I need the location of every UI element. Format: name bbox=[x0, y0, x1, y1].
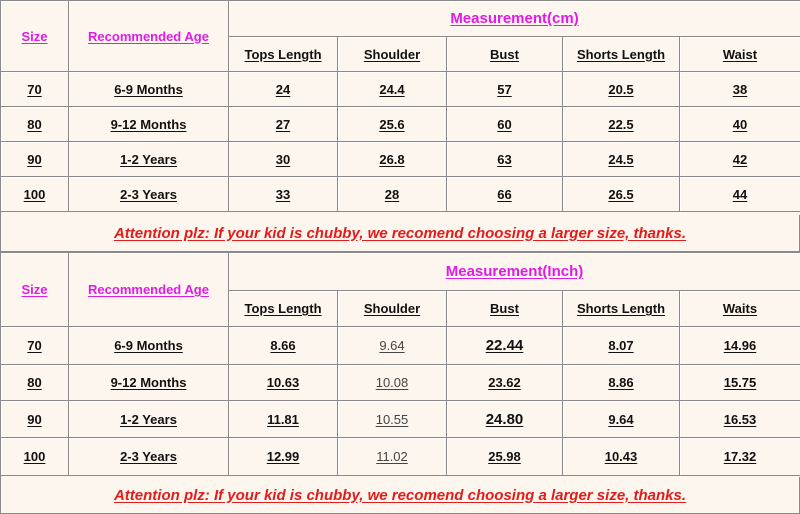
column-header: Shoulder bbox=[338, 291, 447, 327]
value-cell: 8.86 bbox=[563, 365, 680, 401]
size-cell: 80 bbox=[1, 365, 69, 401]
value-cell: 10.43 bbox=[563, 438, 680, 476]
value-cell: 33 bbox=[229, 177, 338, 212]
size-cell: 90 bbox=[1, 401, 69, 438]
value-cell: 25.98 bbox=[447, 438, 563, 476]
value-cell: 26.8 bbox=[338, 142, 447, 177]
column-header: Bust bbox=[447, 37, 563, 72]
value-cell: 24.80 bbox=[447, 401, 563, 438]
value-cell: 12.99 bbox=[229, 438, 338, 476]
column-header: Shorts Length bbox=[563, 37, 680, 72]
value-cell: 24.5 bbox=[563, 142, 680, 177]
value-cell: 8.66 bbox=[229, 327, 338, 365]
value-cell: 27 bbox=[229, 107, 338, 142]
size-cell: 90 bbox=[1, 142, 69, 177]
size-cell: 100 bbox=[1, 438, 69, 476]
value-cell: 8.07 bbox=[563, 327, 680, 365]
value-cell: 9.64 bbox=[338, 327, 447, 365]
age-cell: 1-2 Years bbox=[69, 142, 229, 177]
value-cell: 38 bbox=[680, 72, 800, 107]
size-cell: 80 bbox=[1, 107, 69, 142]
column-header: Shoulder bbox=[338, 37, 447, 72]
recommended-age-header: Recommended Age bbox=[69, 1, 229, 72]
size-cell: 70 bbox=[1, 72, 69, 107]
column-header: Tops Length bbox=[229, 291, 338, 327]
size-cell: 100 bbox=[1, 177, 69, 212]
age-cell: 2-3 Years bbox=[69, 177, 229, 212]
value-cell: 60 bbox=[447, 107, 563, 142]
size-cell: 70 bbox=[1, 327, 69, 365]
recommended-age-header: Recommended Age bbox=[69, 253, 229, 327]
value-cell: 22.5 bbox=[563, 107, 680, 142]
value-cell: 17.32 bbox=[680, 438, 800, 476]
age-cell: 6-9 Months bbox=[69, 327, 229, 365]
value-cell: 24.4 bbox=[338, 72, 447, 107]
value-cell: 57 bbox=[447, 72, 563, 107]
value-cell: 11.81 bbox=[229, 401, 338, 438]
value-cell: 15.75 bbox=[680, 365, 800, 401]
value-cell: 30 bbox=[229, 142, 338, 177]
value-cell: 23.62 bbox=[447, 365, 563, 401]
value-cell: 10.63 bbox=[229, 365, 338, 401]
inch-size-table bbox=[0, 252, 800, 477]
value-cell: 40 bbox=[680, 107, 800, 142]
value-cell: 20.5 bbox=[563, 72, 680, 107]
value-cell: 10.55 bbox=[338, 401, 447, 438]
column-header: Bust bbox=[447, 291, 563, 327]
measurement-inch-title: Measurement(Inch) bbox=[229, 253, 800, 291]
value-cell: 44 bbox=[680, 177, 800, 212]
value-cell: 11.02 bbox=[338, 438, 447, 476]
value-cell: 66 bbox=[447, 177, 563, 212]
cm-size-table bbox=[0, 0, 800, 215]
column-header: Shorts Length bbox=[563, 291, 680, 327]
value-cell: 25.6 bbox=[338, 107, 447, 142]
age-cell: 9-12 Months bbox=[69, 365, 229, 401]
age-cell: 2-3 Years bbox=[69, 438, 229, 476]
value-cell: 24 bbox=[229, 72, 338, 107]
column-header: Waist bbox=[680, 37, 800, 72]
value-cell: 14.96 bbox=[680, 327, 800, 365]
value-cell: 22.44 bbox=[447, 327, 563, 365]
size-header: Size bbox=[1, 1, 69, 72]
age-cell: 6-9 Months bbox=[69, 72, 229, 107]
value-cell: 16.53 bbox=[680, 401, 800, 438]
value-cell: 10.08 bbox=[338, 365, 447, 401]
chubby-size-notice: Attention plz: If your kid is chubby, we recomend choosing a larger size, thanks. bbox=[0, 477, 800, 514]
column-header: Tops Length bbox=[229, 37, 338, 72]
age-cell: 1-2 Years bbox=[69, 401, 229, 438]
value-cell: 28 bbox=[338, 177, 447, 212]
column-header: Waits bbox=[680, 291, 800, 327]
value-cell: 9.64 bbox=[563, 401, 680, 438]
age-cell: 9-12 Months bbox=[69, 107, 229, 142]
value-cell: 42 bbox=[680, 142, 800, 177]
measurement-cm-title: Measurement(cm) bbox=[229, 1, 800, 37]
size-header: Size bbox=[1, 253, 69, 327]
value-cell: 26.5 bbox=[563, 177, 680, 212]
chubby-size-notice: Attention plz: If your kid is chubby, we recomend choosing a larger size, thanks. bbox=[0, 215, 800, 252]
value-cell: 63 bbox=[447, 142, 563, 177]
